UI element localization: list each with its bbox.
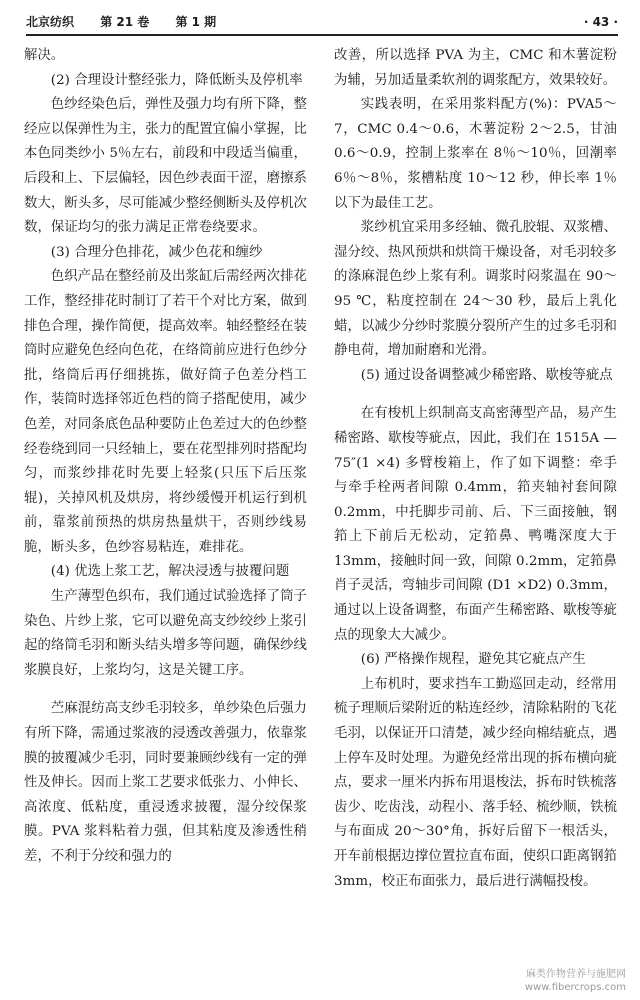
paragraph: 实践表明，在采用浆料配方(%)：PVA5～7，CMC 0.4～0.6，木薯淀粉 2～2.5，甘油 0.6～0.9，控制上浆率在 8％～10％，回潮率 6％～8％，浆槽粘度 10～12 秒，伸长率 1％以下为最佳工艺。 [334, 97, 617, 211]
left-column [24, 44, 307, 979]
paragraph: 解决。 [24, 48, 65, 63]
paragraph: 苎麻混纺高支纱毛羽较多，单纱染色后强力有所下降，需通过浆液的浸透改善强力，依靠浆膜的披覆减少毛羽，同时要兼顾纱线有一定的弹性及伸长。因而上浆工艺要求低张力、小伸长、高浓度、低粘度，重浸透求披覆，湿分绞保浆膜。PVA 浆料粘着力强，但其粘度及渗透性稍差，不利于分绞和强力的 [24, 701, 307, 864]
journal-name: 北京纺织 [26, 15, 75, 29]
section-heading: (4) 优选上浆工艺，解决浸透与披覆问题 [50, 564, 290, 580]
paragraph: 色纱经染色后，弹性及强力均有所下降，整经应以保弹性为主，张力的配置宜偏小掌握，比本色同类纱小 5％左右，前段和中段适当偏重，后段和上、下层偏轻，因色纱表面干涩，磨擦系数大，断头多，尽可能减少整经侧断头及停机次数，保证均匀的张力满足正常卷绕要求。 [24, 97, 307, 236]
site-watermark [525, 968, 626, 994]
running-header [26, 12, 618, 32]
watermark-url: www.fibercrops.com [524, 982, 626, 993]
paragraph: 上布机时，要求挡车工勤巡回走动，经常用梳子理顺后梁附近的粘连经纱，清除粘附的飞花毛羽，以保证开口清楚，减少经向棉结疵点，遇上停车及时处理。为避免经常出现的拆布横向疵点，要求一厘米内拆布用退梭法，拆布时铁梳落齿少、吃齿浅，动程小、落手轻、梳纱顺，铁梳与布面成 20～30°角，拆好后留下一根活头，开车前根据边撑位置拉直布面，使织口距离钢筘 3mm，校正布面张力，最后进行满幅投梭。 [334, 676, 617, 889]
paragraph: 色织产品在整经前及出浆缸后需经两次排花工作，整经排花时制订了若干个对比方案，做到排色合理，操作简便，提高效率。轴经整经在装筒时应避免色经向色花，在络筒前应进行色纱分批，络筒后再仔细挑拣，做好筒子色差分档工作，装筒时选择邻近色档的筒子搭配使用，减少色差，对同条底色品种要防止色差过大的色纱整经卷绕到同一只经轴上，要在花型排列时搭配均匀，而浆纱排花时先要上轻浆(只压下后压浆辊)，关掉风机及烘房，将纱缓慢开机运行到机前，靠浆前预热的烘房热量烘干，否则纱线易脆，断头多，色纱容易粘连，难排花。 [24, 269, 307, 555]
section-heading: (2) 合理设计整经张力，降低断头及停机率 [50, 72, 303, 88]
header-journal-info [26, 12, 618, 32]
paragraph: 在有梭机上织制高支高密薄型产品，易产生稀密路、歇梭等疵点，因此，我们在 1515A —75″(1 ×4) 多臂梭箱上，作了如下调整：牵手与牵手栓两者间隙 0.4mm，筘夹轴衬套间隙 0.2mm，中托脚步司前、后、下三面接触，钢筘上下前后无松动，定筘鼻、鸭嘴深度大于 13mm，接触时间一致，间隙 0.2mm，定筘鼻肖子灵活，弯轴步司间隙 (D1 ×D2) 0.3mm，通过以上设备调整，布面产生稀密路、歇梭等疵点的现象大大减少。 [334, 406, 617, 643]
issue-number: 第 1 期 [175, 15, 217, 29]
right-column [334, 44, 617, 979]
watermark-site-name: 麻类作物营养与施肥网 [526, 969, 626, 980]
volume-number: 第 21 卷 [100, 15, 150, 29]
paragraph: 生产薄型色织布，我们通过试验选择了筒子染色、片纱上浆，它可以避免高支纱绞纱上浆引起的络筒毛羽和断头结头增多等问题，确保纱线浆膜良好，上浆均匀，这是关键工序。 [24, 589, 307, 678]
section-heading: (5) 通过设备调整减少稀密路、歇梭等疵点 [360, 367, 613, 383]
paragraph: 浆纱机宜采用多经轴、微孔胶辊、双浆槽、湿分绞、热风预烘和烘筒干燥设备，对毛羽较多的涤麻混色纱上浆有利。调浆时闷浆温在 90～95 ℃，粘度控制在 24～30 秒，最后上乳化蜡，以减少分纱时浆膜分裂所产生的过多毛羽和静电荷，增加耐磨和光滑。 [334, 220, 617, 359]
page-number: · 43 · [583, 15, 618, 29]
section-heading: (6) 严格操作规程，避免其它疵点产生 [360, 652, 586, 668]
paragraph: 改善，所以选择 PVA 为主，CMC 和木薯淀粉为辅，另加适量柔软剂的调浆配方，效果较好。 [334, 48, 617, 88]
section-heading: (3) 合理分色排花，减少色花和缠纱 [50, 244, 263, 260]
header-rule [26, 34, 618, 36]
